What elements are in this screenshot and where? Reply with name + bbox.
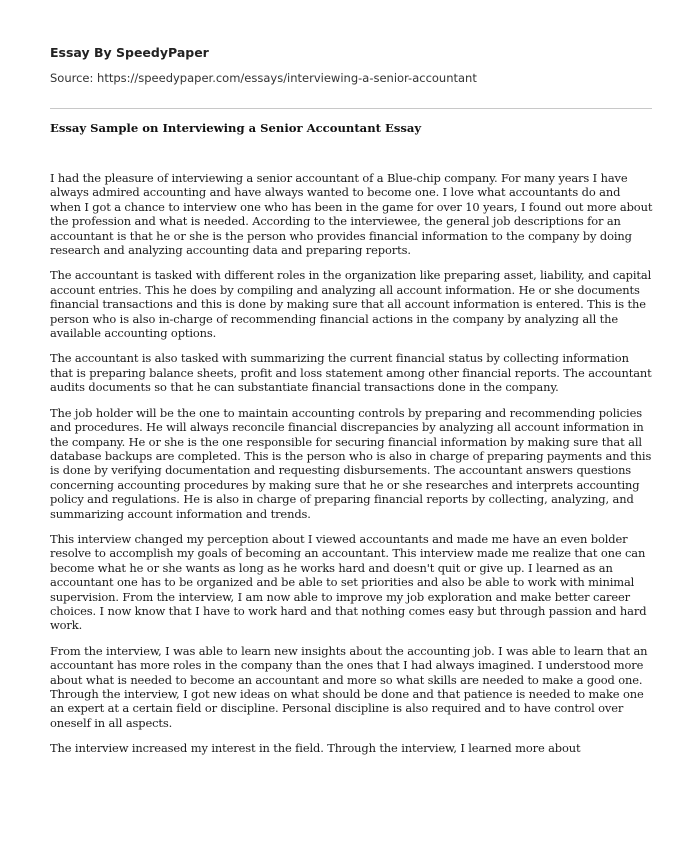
essay-paragraph: The job holder will be the one to maintain accounting controls by preparing and recommending policies and procedures. He will always reconcile financial discrepancies by analyzing all account information in the company. He or she is the one responsible for securing financial information by making sure that all database backups are completed. This is the person who is also in charge of preparing payments and this is done by verifying documentation and requesting disbursements. The accountant answers questions concerning accounting procedures by making sure that he or she researches and interprets accounting policy and regulations. He is also in charge of preparing financial reports by collecting, analyzing, and summarizing account information and trends. xyxy=(50,405,652,521)
site-title: Essay By SpeedyPaper xyxy=(50,45,209,60)
source-label: Source: xyxy=(50,71,98,85)
source-line xyxy=(50,71,477,86)
essay-body xyxy=(50,171,654,767)
essay-paragraph: This interview changed my perception about I viewed accountants and made me have an even bolder resolve to accomplish my goals of becoming an accountant. This interview made me realize that one can become what he or she wants as long as he works hard and doesn't quit or give up. I learned as an accountant one has to be organized and be able to set priorities and also be able to work with minimal supervision. From the interview, I am now able to improve my job exploration and make better career choices. I now know that I have to work hard and that nothing comes easy but through passion and hard work. xyxy=(50,531,647,633)
essay-title: Essay Sample on Interviewing a Senior Accountant Essay xyxy=(50,121,422,135)
essay-paragraph: The interview increased my interest in the field. Through the interview, I learned more about xyxy=(50,741,581,756)
header-divider xyxy=(50,108,652,109)
source-url: https://speedypaper.com/essays/interviewing-a-senior-accountant xyxy=(97,71,477,85)
document-page xyxy=(50,0,654,850)
essay-paragraph: From the interview, I was able to learn new insights about the accounting job. I was able to learn that an accountant has more roles in the company than the ones that I had always imagined. I understood more about what is needed to become an accountant and more so what skills are needed to make a good one. Through the interview, I got new ideas on what should be done and that patience is needed to make one an expert at a certain field or discipline. Personal discipline is also required and to have control over oneself in all aspects. xyxy=(50,643,648,730)
essay-paragraph: The accountant is also tasked with summarizing the current financial status by collecting information that is preparing balance sheets, profit and loss statement among other financial reports. The accountant audits documents so that he can substantiate financial transactions done in the company. xyxy=(50,351,652,395)
essay-paragraph: I had the pleasure of interviewing a senior accountant of a Blue-chip company. For many years I have always admired accounting and have always wanted to become one. I love what accountants do and when I got a chance to interview one who has been in the game for over 10 years, I found out more about the profession and what is needed. According to the interviewee, the general job descriptions for an accountant is that he or she is the person who provides financial information to the company by doing research and analyzing accounting data and preparing reports. xyxy=(50,171,653,258)
essay-paragraph: The accountant is tasked with different roles in the organization like preparing asset, liability, and capital account entries. This he does by compiling and analyzing all account information. He or she documents financial transactions and this is done by making sure that all account information is entered. This is the person who is also in-charge of recommending financial actions in the company by analyzing all the available accounting options. xyxy=(50,268,652,341)
